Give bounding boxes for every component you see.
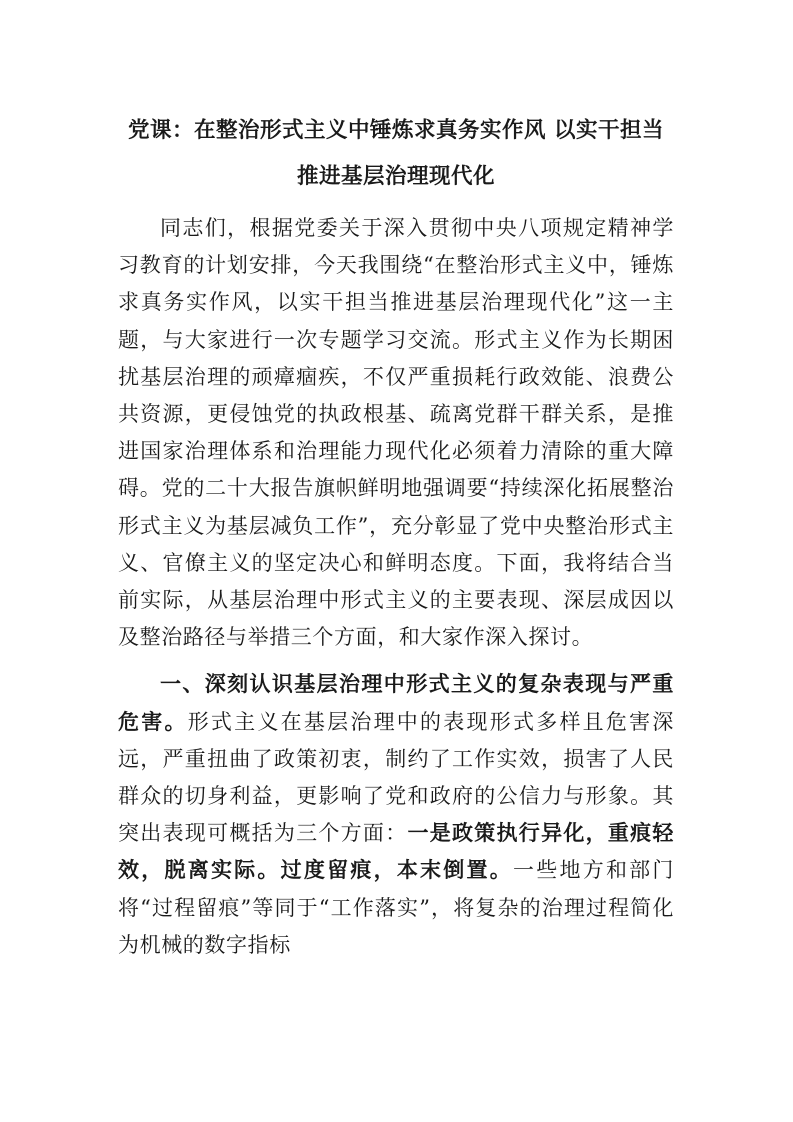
section-one-paragraph [118, 666, 674, 964]
document-title: 党课：在整治形式主义中锤炼求真务实作风 以实干担当推进基层治理现代化 [128, 118, 664, 189]
section-one-text-continued: 一些地方和部门将“过程留痕”等同于“工作落实”，将复杂的治理过程简化为机械的数字指标 [118, 858, 675, 957]
section-one-text: 形式主义在基层治理中的表现形式多样且危害深远，严重扭曲了政策初衷，制约了工作实效，损害了人民群众的切身利益，更影响了党和政府的公信力与形象。其突出表现可概括为三个方面： [118, 709, 674, 846]
section-one-bold-point: 一是政策执行异化，重痕轻效，脱离实际。过度留痕，本末倒置。 [118, 821, 674, 883]
document-page [118, 108, 674, 974]
intro-paragraph: 同志们，根据党委关于深入贯彻中央八项规定精神学习教育的计划安排，今天我围绕“在整治形式主义中，锤炼求真务实作风，以实干担当推进基层治理现代化”这一主题，与大家进行一次专题学习交流。形式主义作为长期困扰基层治理的顽瘴痼疾，不仅严重损耗行政效能、浪费公共资源，更侵蚀党的执政根基、疏离党群干群关系，是推进国家治理体系和治理能力现代化必须着力清除的重大障碍。党的二十大报告旗帜鲜明地强调要“持续深化拓展整治形式主义为基层减负工作”，充分彰显了党中央整治形式主义、官僚主义的坚定决心和鲜明态度。下面，我将结合当前实际，从基层治理中形式主义的主要表现、深层成因以及整治路径与举措三个方面，和大家作深入探讨。 [118, 216, 674, 650]
section-one-heading: 一、深刻认识基层治理中形式主义的复杂表现与严重危害。 [118, 672, 674, 734]
